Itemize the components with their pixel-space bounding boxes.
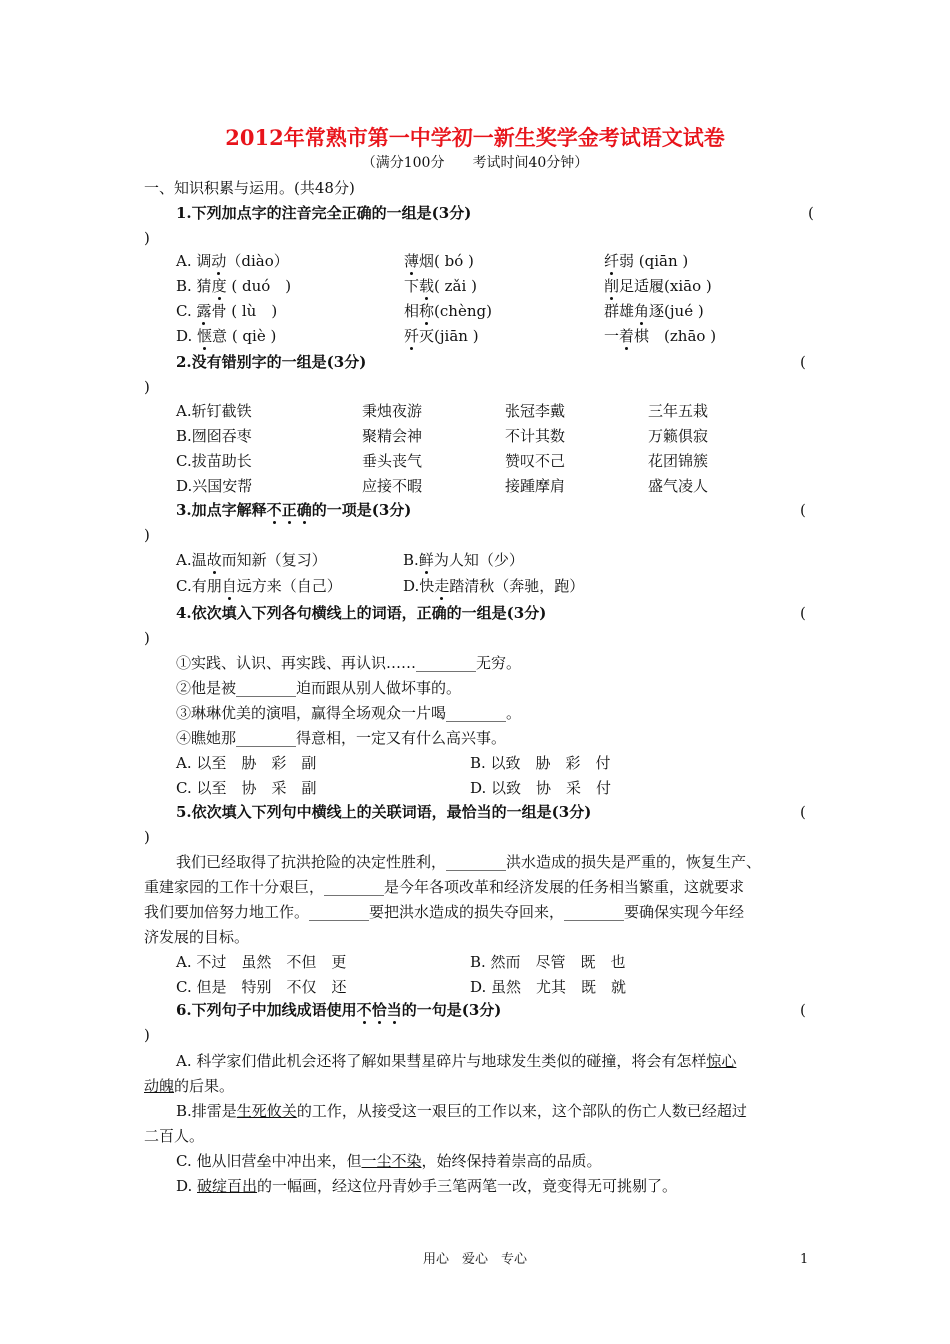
q5-option: B. 然而 尽管 既 也	[470, 953, 626, 971]
q1-option-c1: C. 露骨 ( lù )	[176, 302, 278, 320]
page-footer: 用心 爱心 专心	[422, 1252, 527, 1267]
q2-option: 三年五栽	[648, 402, 709, 420]
q1-option-a3: 纤弱 (qiān )	[604, 252, 689, 270]
q1-option-a1: A. 调动（diào）	[176, 252, 289, 270]
q2-option: A.斩钉截铁	[176, 402, 252, 420]
q6-option-a-text: 的后果。	[174, 1077, 235, 1095]
q3-option-b: B.鲜为人知（少）	[403, 551, 524, 569]
page-number: 1	[800, 1252, 809, 1267]
q6-option-d-text: 的一幅画，经这位丹青妙手三笔两笔一改，竟变得无可挑剔了。	[257, 1177, 678, 1195]
q5-paragraph-line: 我们要加倍努力地工作。________要把洪水造成的损失夺回来，________要确保实现今年经	[144, 903, 745, 921]
q1-option-b1: B. 猜度 ( duó )	[176, 277, 292, 295]
q1-option-a2: 薄烟( bó )	[404, 252, 474, 270]
q1-option-d3: 一着棋 (zhāo )	[604, 327, 717, 345]
q6-option-c-text: C. 他从旧营垒中冲出来，但	[176, 1152, 362, 1170]
q2-option: 花团锦簇	[648, 452, 709, 470]
q6-option-a-cont	[144, 1076, 234, 1096]
q5-option: C. 但是 特别 不仅 还	[176, 978, 347, 996]
section-heading: 一、知识积累与运用。(共48分)	[144, 179, 355, 197]
answer-paren-close: )	[144, 526, 150, 544]
q4-sentence: ②他是被________迫而跟从别人做坏事的。	[176, 679, 462, 697]
question-2-heading: 2.没有错别字的一组是(3分)	[176, 353, 367, 371]
q2-option: C.拔苗助长	[176, 452, 252, 470]
q1-option-d2: 歼灭(jiān )	[404, 327, 479, 345]
answer-paren-close: )	[144, 828, 150, 846]
answer-paren-open: (	[800, 604, 806, 622]
q2-option: 不计其数	[505, 427, 566, 445]
q6-option-d	[176, 1176, 677, 1196]
page-title: 2012年常熟市第一中学初一新生奖学金考试语文试卷	[225, 125, 725, 150]
q3-option-d: D.快走踏清秋（奔驰，跑）	[403, 577, 585, 595]
q6-option-b-text: B.排雷是	[176, 1102, 237, 1120]
q2-option: 盛气凌人	[648, 477, 709, 495]
q2-option: B.囫囵吞枣	[176, 427, 252, 445]
q4-option: A. 以至 胁 彩 副	[176, 754, 317, 772]
question-5-heading: 5.依次填入下列句中横线上的关联词语，最恰当的一组是(3分)	[176, 803, 592, 821]
q6-option-a	[176, 1051, 736, 1071]
q6-option-c-text: ，始终保持着崇高的品质。	[421, 1152, 602, 1170]
q6-idiom-b: 生死攸关	[236, 1102, 297, 1120]
q3-option-c: C.有朋自远方来（自己）	[176, 577, 342, 595]
q6-idiom-c: 一尘不染	[361, 1152, 422, 1170]
q6-option-b-cont: 二百人。	[144, 1127, 205, 1145]
q1-option-c3: 群雄角逐(jué )	[604, 302, 704, 320]
answer-paren-close: )	[144, 629, 150, 647]
q5-paragraph-line: 济发展的目标。	[144, 928, 250, 946]
q1-option-b2: 下载( zǎi )	[404, 277, 477, 295]
q4-option: C. 以至 协 采 副	[176, 779, 317, 797]
answer-paren-open: (	[800, 803, 806, 821]
question-4-heading: 4.依次填入下列各句横线上的词语，正确的一组是(3分)	[176, 604, 547, 622]
q4-option: D. 以致 协 采 付	[470, 779, 612, 797]
answer-paren-open: (	[800, 501, 806, 519]
q6-option-a-text: A. 科学家们借此机会还将了解如果彗星碎片与地球发生类似的碰撞，将会有怎样	[176, 1052, 707, 1070]
q2-option: 赞叹不己	[505, 452, 566, 470]
q2-option: D.兴国安帮	[176, 477, 253, 495]
answer-paren-open: (	[800, 1001, 806, 1019]
question-6-heading: 6.下列句子中加线成语使用不恰当的一句是(3分)	[176, 1001, 502, 1019]
q4-sentence: ③琳琳优美的演唱，赢得全场观众一片喝________。	[176, 704, 522, 722]
q6-idiom-d: 破绽百出	[197, 1177, 258, 1195]
q4-sentence: ①实践、认识、再实践、再认识……________无穷。	[176, 654, 522, 672]
answer-paren-close: )	[144, 1026, 150, 1044]
q1-option-d1: D. 惬意 ( qiè )	[176, 327, 277, 345]
q6-option-c	[176, 1151, 602, 1171]
q5-option: A. 不过 虽然 不但 更	[176, 953, 347, 971]
question-3-heading: 3.加点字解释不正确的一项是(3分)	[176, 501, 412, 519]
q3-option-a: A.温故而知新（复习）	[176, 551, 327, 569]
q2-option: 张冠李戴	[505, 402, 566, 420]
q4-sentence: ④瞧她那________得意相，一定又有什么高兴事。	[176, 729, 507, 747]
q1-option-b3: 削足适履(xiāo )	[604, 277, 712, 295]
q6-option-b	[176, 1101, 747, 1121]
q5-option: D. 虽然 尤其 既 就	[470, 978, 627, 996]
question-1-heading: 1.下列加点字的注音完全正确的一组是(3分)	[176, 204, 472, 222]
q2-option: 垂头丧气	[362, 452, 423, 470]
q1-option-c2: 相称(chèng)	[404, 302, 492, 320]
q6-option-b-text: 的工作，从接受这一艰巨的工作以来，这个部队的伤亡人数已经超过	[296, 1102, 747, 1120]
q4-option: B. 以致 胁 彩 付	[470, 754, 611, 772]
q2-option: 接踵摩肩	[505, 477, 566, 495]
answer-paren-open: (	[800, 353, 806, 371]
q2-option: 聚精会神	[362, 427, 423, 445]
q2-option: 秉烛夜游	[362, 402, 423, 420]
q6-option-d-text: D.	[176, 1177, 198, 1195]
q6-idiom-a: 惊心	[706, 1052, 737, 1070]
q6-idiom-a: 动魄	[144, 1077, 175, 1095]
q2-option: 万籁俱寂	[648, 427, 709, 445]
answer-paren-close: )	[144, 378, 150, 396]
answer-paren-close: )	[144, 229, 150, 247]
answer-paren-open: (	[808, 204, 814, 222]
q5-paragraph-line: 重建家园的工作十分艰巨，________是今年各项改革和经济发展的任务相当繁重，这就要求	[144, 878, 745, 896]
q2-option: 应接不暇	[362, 477, 423, 495]
subtitle: （满分100分 考试时间40分钟）	[361, 155, 589, 171]
q5-paragraph-line: 我们已经取得了抗洪抢险的决定性胜利，________洪水造成的损失是严重的，恢复生产、	[176, 853, 762, 871]
